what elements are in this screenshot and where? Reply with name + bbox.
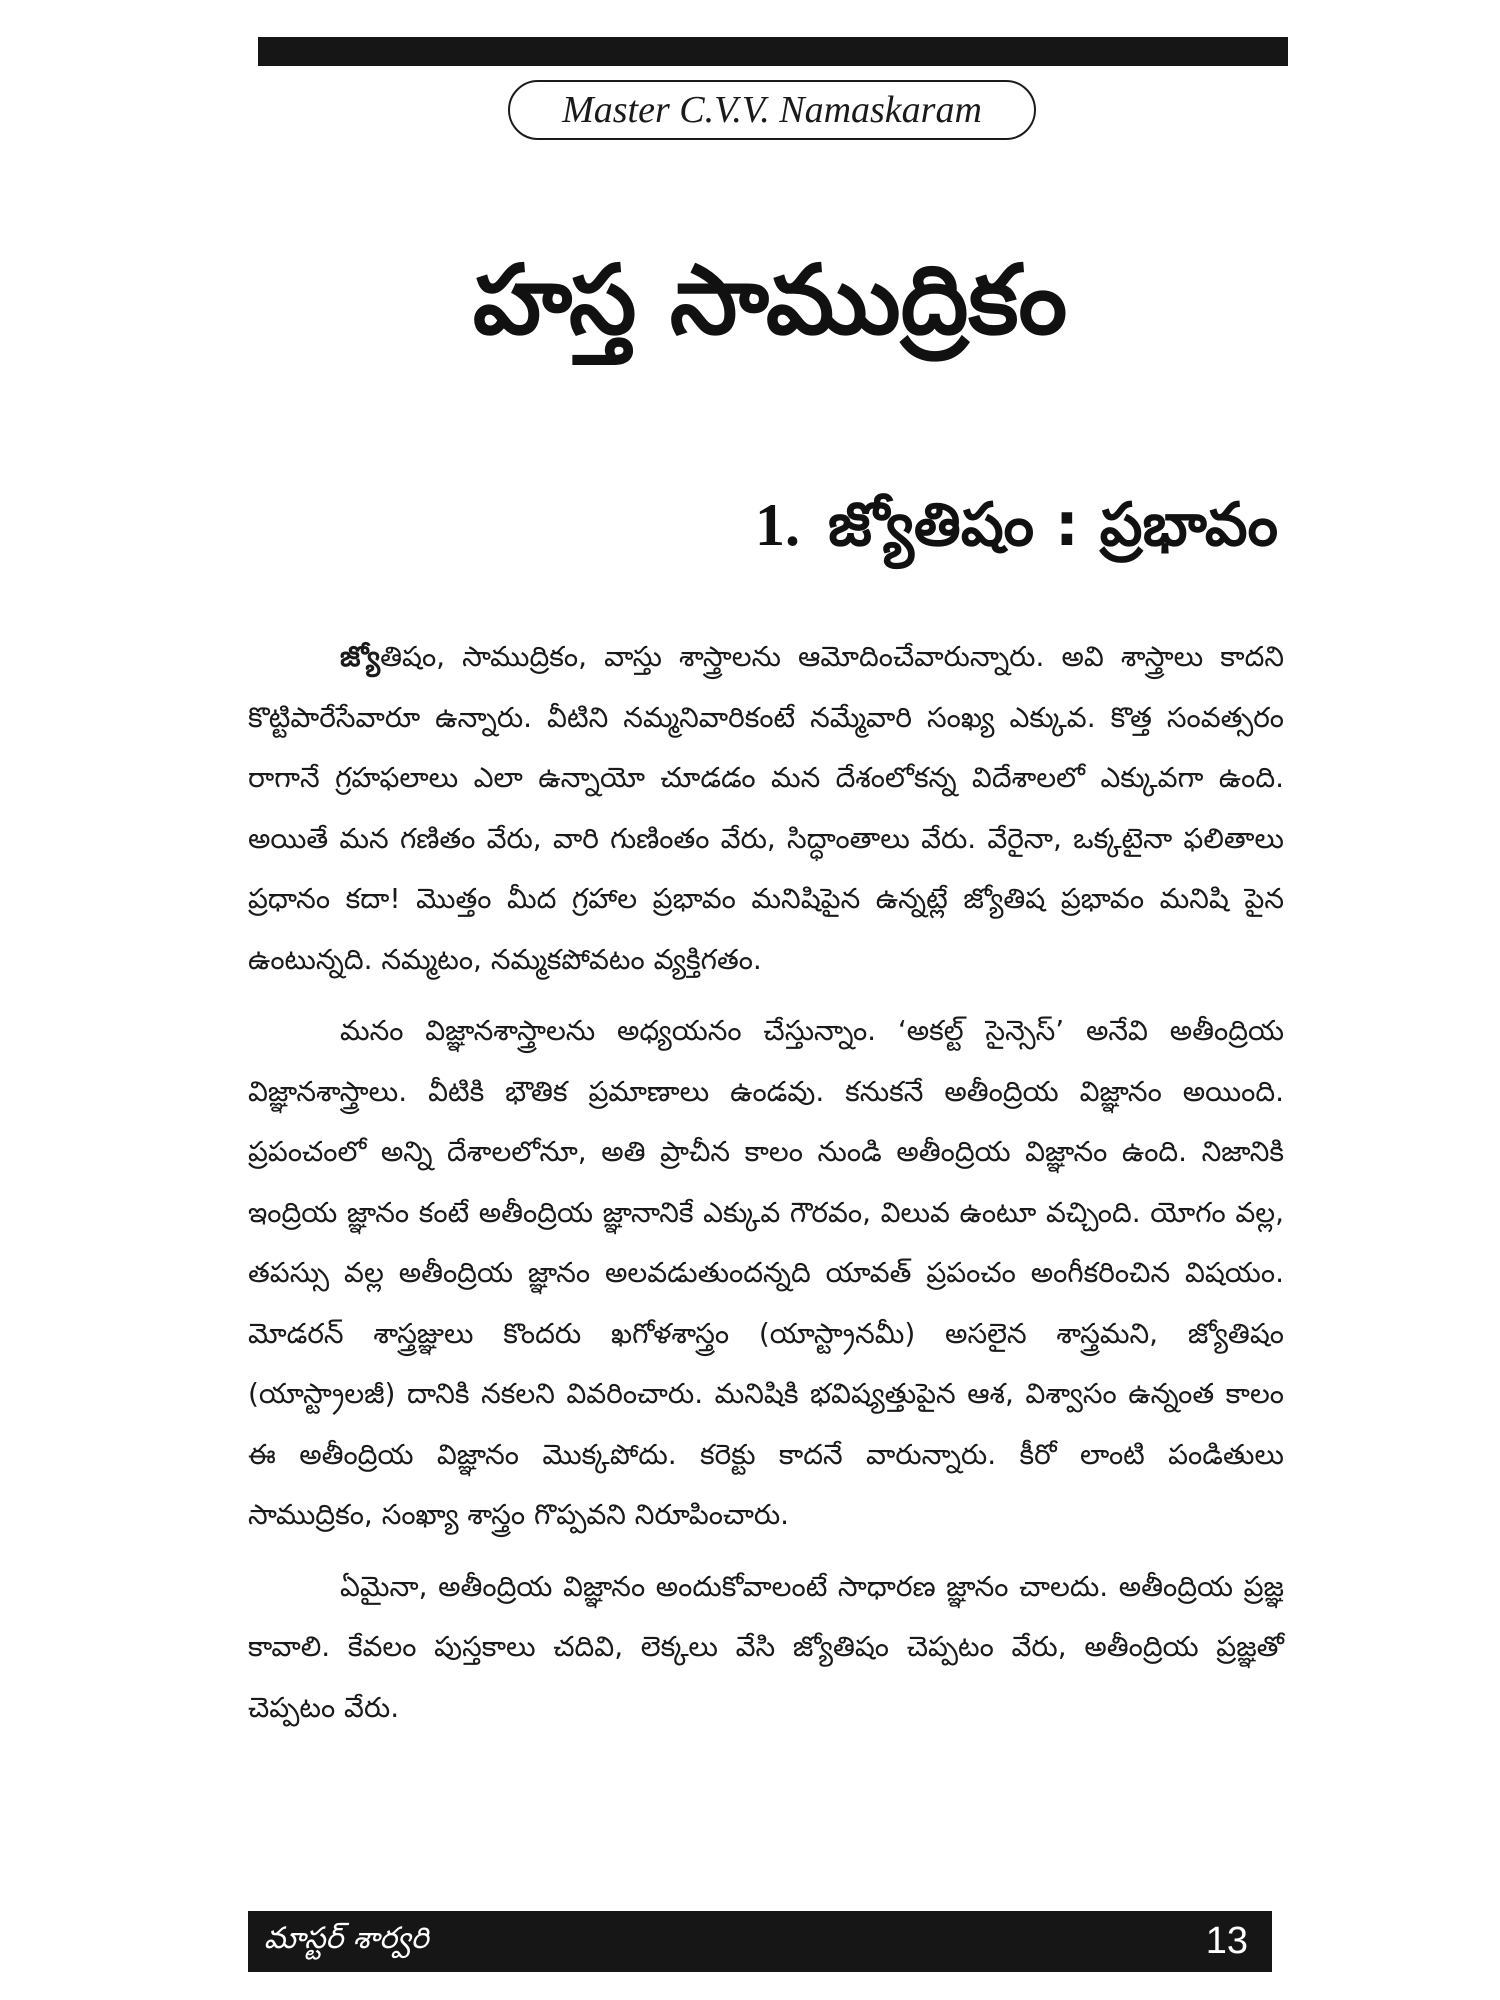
paragraph-text: తిషం, సాముద్రికం, వాస్తు శాస్త్రాలను ఆమోదించేవారున్నారు. అవి శాస్త్రాలు కాదని కొట్టిపారేసేవారూ ఉన్నారు. వీటిని నమ్మనివారికంటే నమ్మేవారి సంఖ్య ఎక్కువ. కొత్త సంవత్సరం రాగానే గ్రహఫలాలు ఎలా ఉన్నాయో చూడడం మన దేశంలోకన్న విదేశాలలో ఎక్కువగా ఉంది. అయితే మన గణితం వేరు, వారి గుణింతం వేరు, సిద్ధాంతాలు వేరు. వేరైనా, ఒక్కటైనా ఫలితాలు ప్రధానం కదా! మొత్తం మీద గ్రహాల ప్రభావం మనిషిపైన ఉన్నట్లే జ్యోతిష ప్రభావం మనిషి పైన ఉంటున్నది. నమ్మటం, నమ్మకపోవటం వ్యక్తిగతం. [248, 640, 1284, 976]
paragraph [248, 627, 1284, 990]
paragraph-lead: జ్యో [340, 640, 381, 673]
chapter-title-text: జ్యోతిషం : ప్రభావం [827, 490, 1278, 560]
chapter-heading [755, 485, 1278, 565]
paragraph: ఏమైనా, అతీంద్రియ విజ్ఞానం అందుకోవాలంటే సాధారణ జ్ఞానం చాలదు. అతీంద్రియ ప్రజ్ఞ కావాలి. కేవలం పుస్తకాలు చదివి, లెక్కలు వేసి జ్యోతిషం చెప్పటం వేరు, అతీంద్రియ ప్రజ్ఞతో చెప్పటం వేరు. [248, 1569, 1284, 1724]
book-title: హస్త సాముద్రికం [472, 244, 1068, 356]
footer-bar [248, 1911, 1272, 1972]
top-rule [258, 37, 1288, 66]
page-number: 13 [1205, 1920, 1248, 1962]
running-header [508, 80, 1036, 140]
running-header-text: Master C.V.V. Namaskaram [562, 89, 982, 131]
footer-author: మాస్టర్ శార్వరి [264, 1920, 429, 1956]
chapter-number: 1. [754, 492, 800, 558]
body-text [248, 627, 1284, 1738]
paragraph: మనం విజ్ఞానశాస్త్రాలను అధ్యయనం చేస్తున్నాం. ‘అకల్ట్ సైన్సెస్’ అనేవి అతీంద్రియ విజ్ఞానశాస్త్రాలు. వీటికి భౌతిక ప్రమాణాలు ఉండవు. కనుకనే అతీంద్రియ విజ్ఞానం అయింది. ప్రపంచంలో అన్ని దేశాలలోనూ, అతి ప్రాచీన కాలం నుండి అతీంద్రియ విజ్ఞానం ఉంది. నిజానికి ఇంద్రియ జ్ఞానం కంటే అతీంద్రియ జ్ఞానానికే ఎక్కువ గౌరవం, విలువ ఉంటూ వచ్చింది. యోగం వల్ల, తపస్సు వల్ల అతీంద్రియ జ్ఞానం అలవడుతుందన్నది యావత్ ప్రపంచం అంగీకరించిన విషయం. మోడరన్ శాస్త్రజ్ఞులు కొందరు ఖగోళశాస్త్రం (యాస్ట్రానమీ) అసలైన శాస్త్రమని, జ్యోతిషం (యాస్ట్రాలజీ) దానికి నకలని వివరించారు. మనిషికి భవిష్యత్తుపైన ఆశ, విశ్వాసం ఉన్నంత కాలం ఈ అతీంద్రియ విజ్ఞానం మొక్కపోదు. కరెక్టు కాదనే వారున్నారు. కీరో లాంటి పండితులు సాముద్రికం, సంఖ్యా శాస్త్రం గొప్పవని నిరూపించారు. [248, 1014, 1284, 1531]
